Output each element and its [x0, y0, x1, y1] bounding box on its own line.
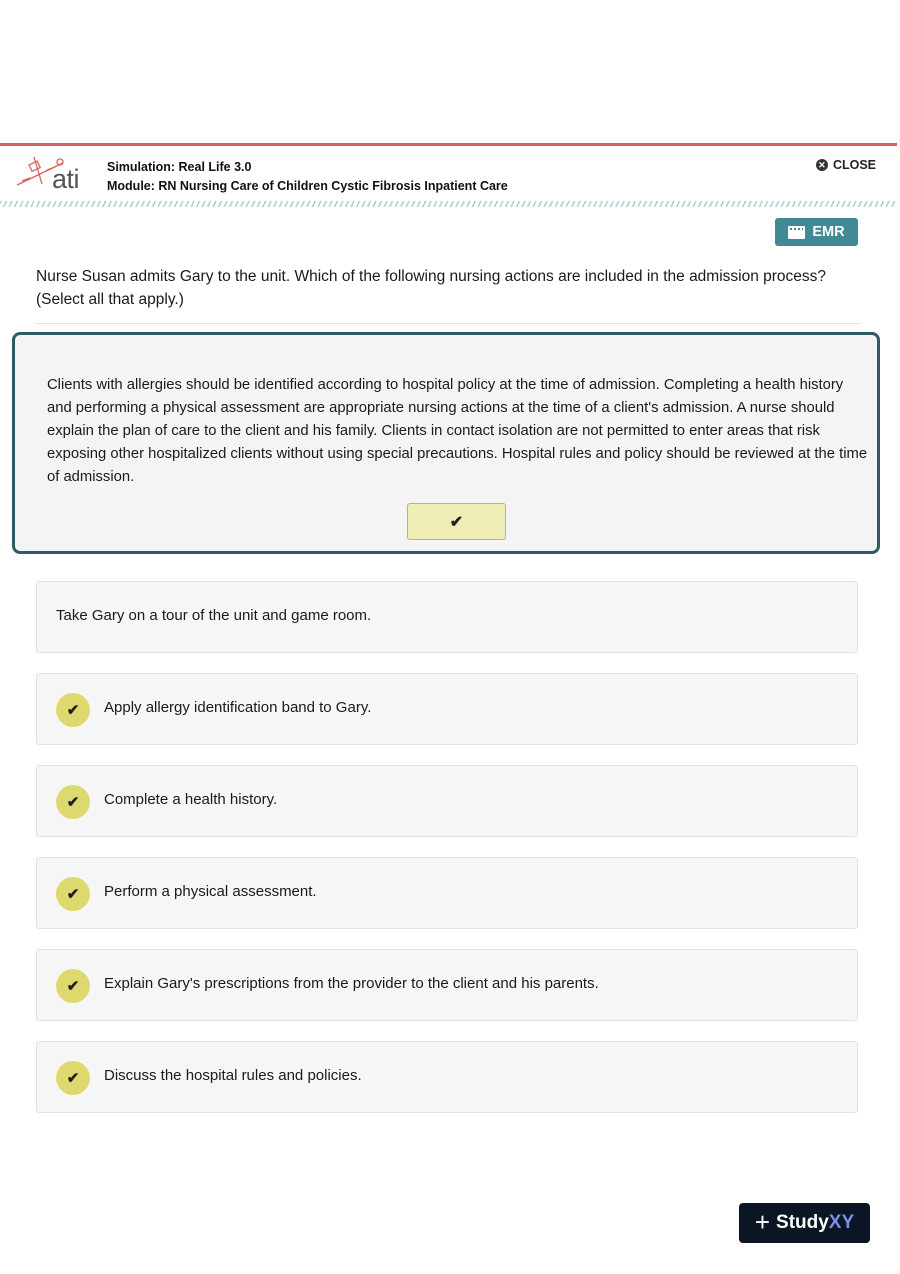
checkmark-icon: ✔: [449, 513, 464, 531]
studyxy-badge[interactable]: [739, 1203, 870, 1243]
question-prompt: [36, 265, 866, 311]
option-item[interactable]: [36, 581, 858, 653]
option-label: Perform a physical assessment.: [104, 883, 317, 900]
option-label: Discuss the hospital rules and policies.: [104, 1067, 362, 1084]
logo-text: ati: [52, 164, 80, 194]
option-label: Apply allergy identification band to Gary.: [104, 699, 372, 716]
question-divider: [36, 323, 860, 324]
checkmark-icon: ✔: [56, 1061, 90, 1095]
simulation-title: Simulation: Real Life 3.0: [107, 160, 252, 174]
option-label: Complete a health history.: [104, 791, 278, 808]
close-circle-icon: ✕: [816, 159, 828, 171]
module-title: Module: RN Nursing Care of Children Cystic Fibrosis Inpatient Care: [107, 179, 508, 193]
app-header: [0, 143, 897, 206]
close-label: CLOSE: [832, 158, 876, 172]
option-item[interactable]: [36, 1041, 858, 1113]
confirm-button[interactable]: [407, 503, 506, 540]
plus-icon: +: [754, 1207, 771, 1237]
close-button[interactable]: [816, 158, 876, 172]
header-divider: [0, 201, 897, 207]
option-label: Explain Gary's prescriptions from the provider to the client and his parents.: [104, 975, 599, 992]
studyxy-label: [776, 1212, 854, 1234]
checkmark-icon: ✔: [56, 785, 90, 819]
option-item[interactable]: [36, 673, 858, 745]
emr-button[interactable]: [775, 218, 858, 246]
option-label: Take Gary on a tour of the unit and game room.: [56, 607, 372, 624]
question-text: Nurse Susan admits Gary to the unit. Which of the following nursing actions are included in the admission process?: [36, 268, 827, 285]
option-item[interactable]: [36, 949, 858, 1021]
option-item[interactable]: [36, 857, 858, 929]
checkmark-icon: ✔: [56, 877, 90, 911]
ati-logo: [14, 154, 94, 200]
emr-label: EMR: [812, 224, 845, 240]
feedback-text: Clients with allergies should be identified according to hospital policy at the time of admission. Completing a health history and performing a physical assessment are appropriate nursing actions at the time of a client's admission. A nurse should explain the plan of care to the client and his family. Clients in contact isolation are not permitted to enter areas that risk exposing other hospitalized clients without using special precautions. Hospital rules and policy should be reviewed at the time of admission.: [47, 377, 868, 485]
film-icon: [788, 226, 805, 239]
studyxy-study-text: Study: [776, 1212, 829, 1233]
title-block: [107, 158, 508, 196]
feedback-panel: [12, 332, 880, 554]
checkmark-icon: ✔: [56, 693, 90, 727]
studyxy-xy-text: XY: [828, 1212, 855, 1233]
option-item[interactable]: [36, 765, 858, 837]
checkmark-icon: ✔: [56, 969, 90, 1003]
question-instruction: (Select all that apply.): [36, 291, 184, 308]
